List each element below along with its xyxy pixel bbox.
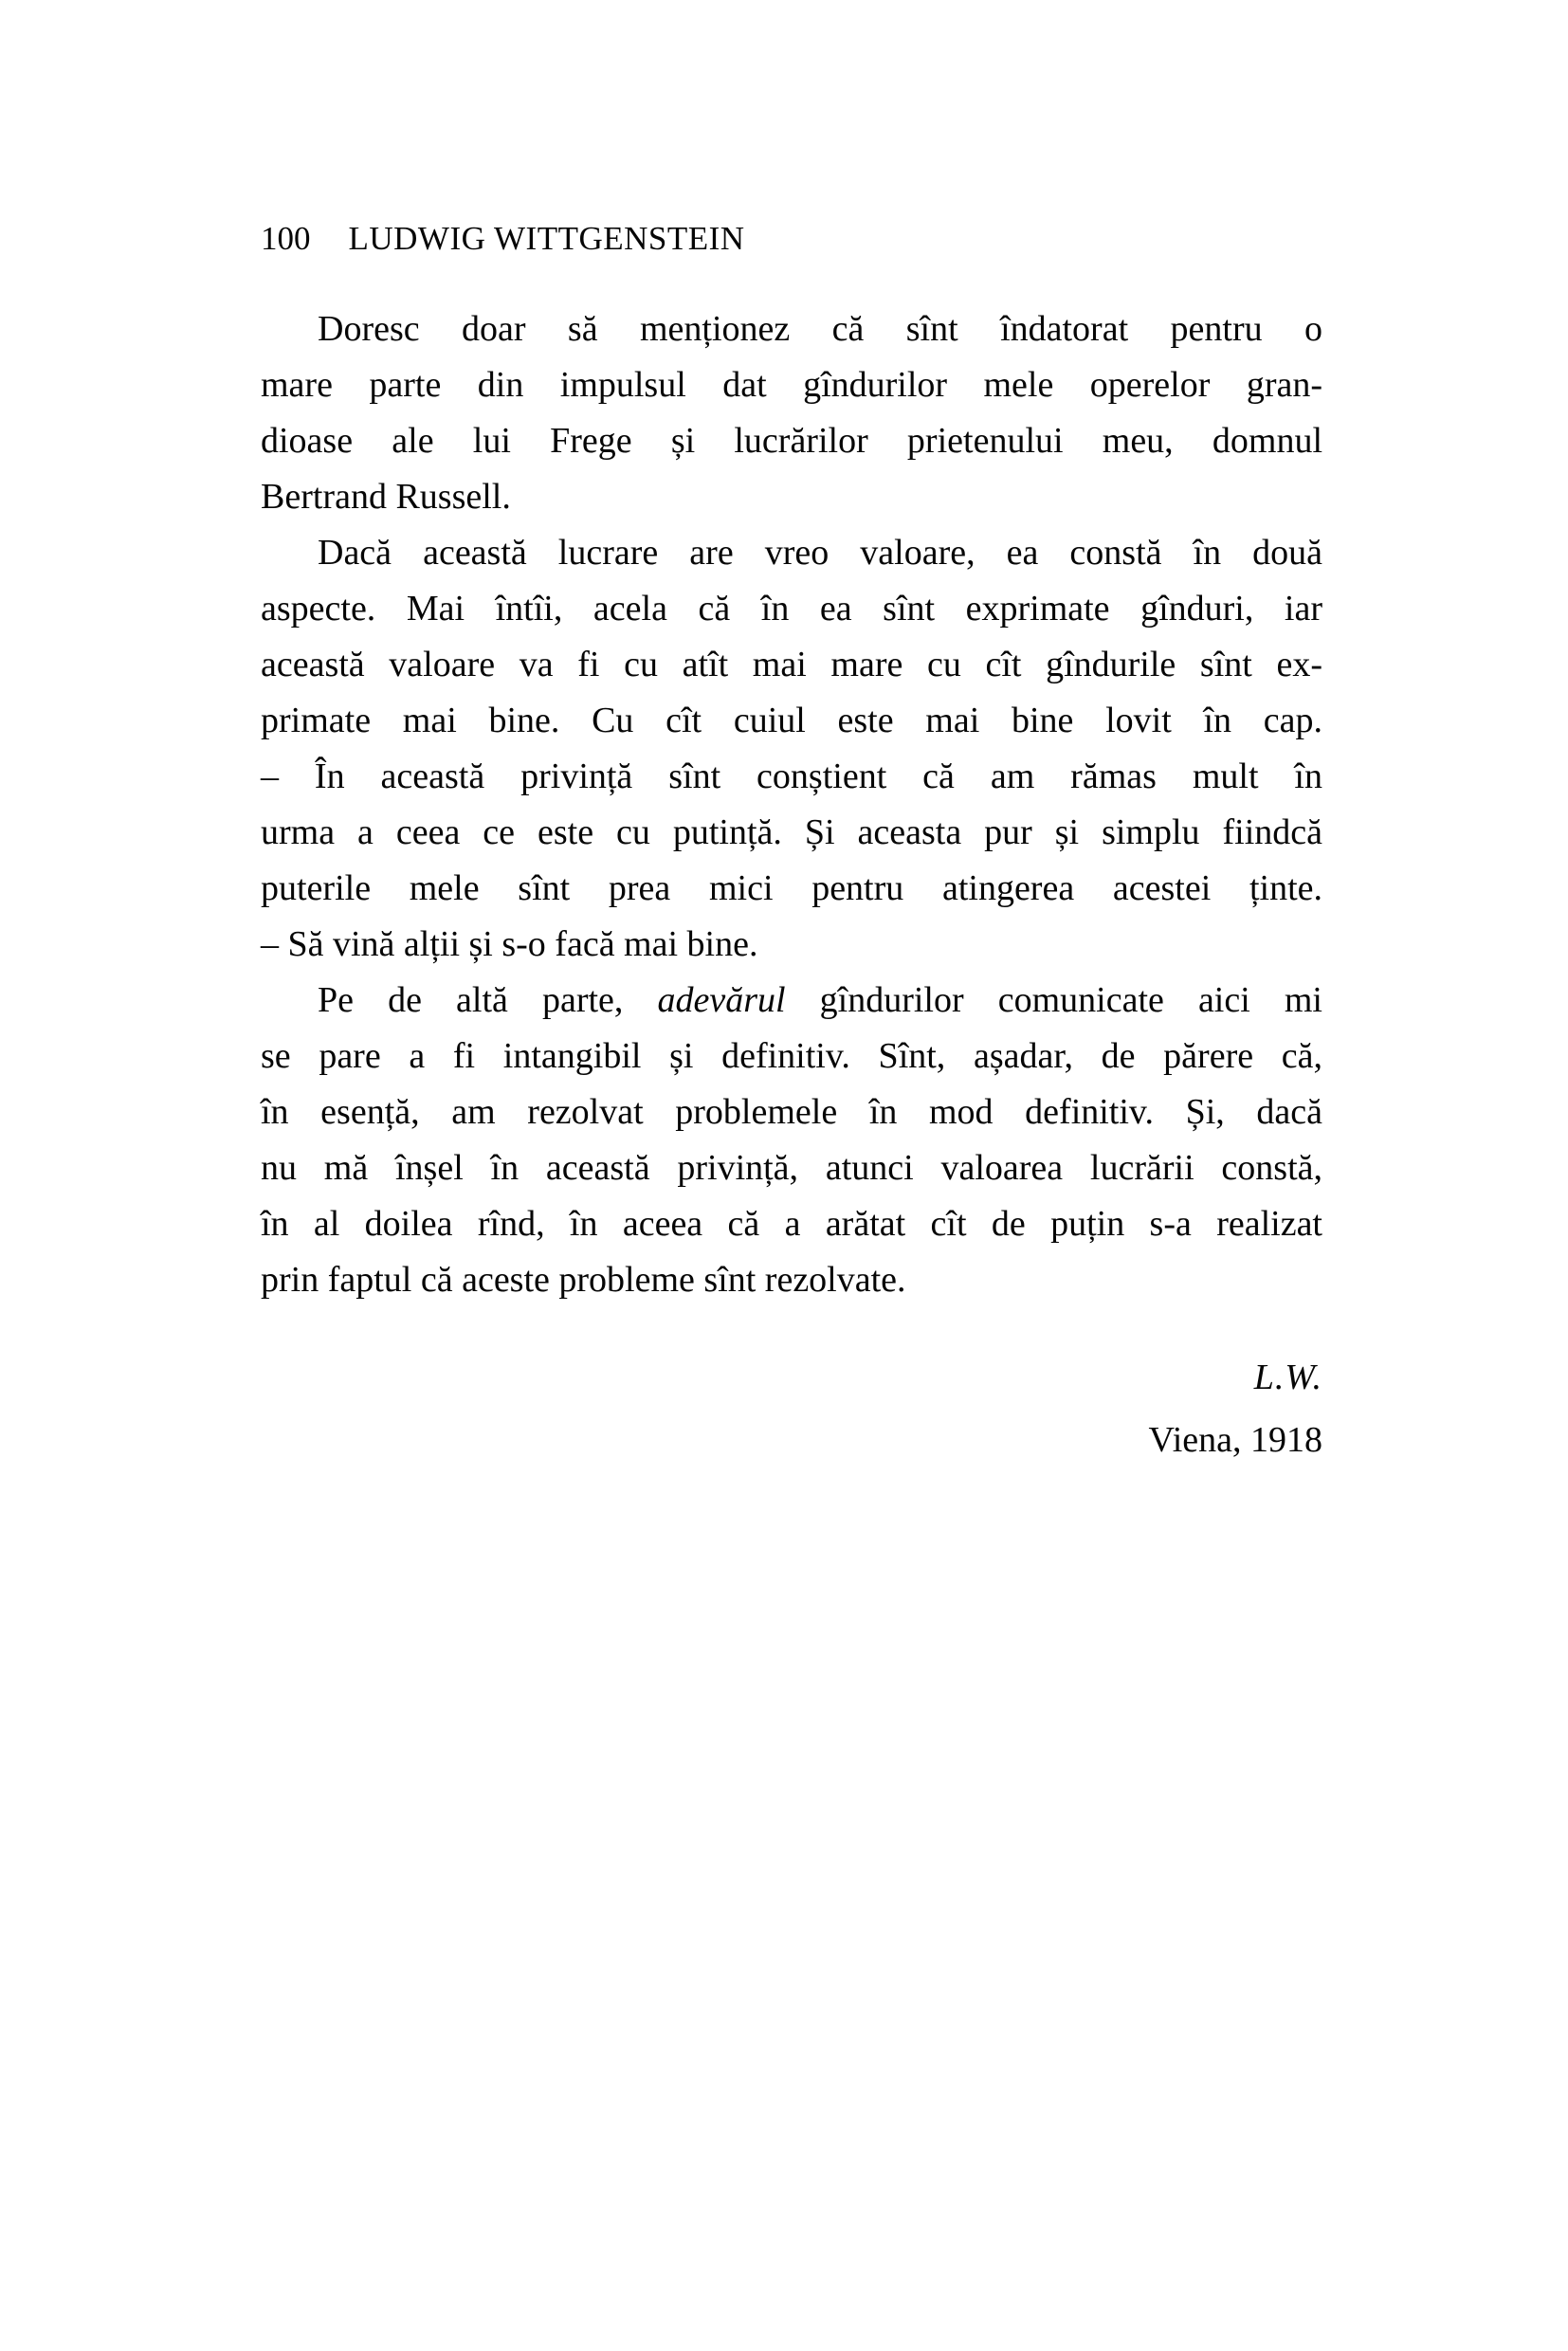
body-text: în esență, am rezolvat problemele în mod definitiv. Și, dacă xyxy=(261,1092,1322,1132)
text-line xyxy=(261,301,1322,357)
italic-text: adevărul xyxy=(657,980,786,1020)
body-text: această valoare va fi cu atît mai mare cu cît gîndurile sînt ex- xyxy=(261,645,1322,684)
text-line xyxy=(261,1196,1322,1252)
body-text: – Să vină alții și s-o facă mai bine. xyxy=(261,924,758,964)
body-text: gîndurilor comunicate aici mi xyxy=(785,980,1322,1020)
page-number: 100 xyxy=(261,220,311,257)
body-text: aspecte. Mai întîi, acela că în ea sînt exprimate gînduri, iar xyxy=(261,589,1322,629)
text-line xyxy=(261,1084,1322,1140)
text-line xyxy=(261,413,1322,469)
body-text: prin faptul că aceste probleme sînt rezolvate. xyxy=(261,1260,906,1300)
signature-initials: L.W. xyxy=(1253,1358,1322,1397)
body-text: dioase ale lui Frege și lucrărilor prietenului meu, domnul xyxy=(261,421,1322,461)
text-line xyxy=(261,917,1322,973)
signature-block xyxy=(261,1346,1322,1471)
body-text: puterile mele sînt prea mici pentru atingerea acestei ținte. xyxy=(261,868,1322,908)
text-line xyxy=(261,1140,1322,1196)
text-line xyxy=(261,1252,1322,1308)
paragraph xyxy=(261,301,1322,525)
body-text: urma a ceea ce este cu putință. Și aceasta pur și simplu fiindcă xyxy=(261,812,1322,852)
body-text: Dacă această lucrare are vreo valoare, ea constă în două xyxy=(318,533,1322,573)
body-text: Bertrand Russell. xyxy=(261,477,511,517)
body-text: mare parte din impulsul dat gîndurilor mele operelor gran- xyxy=(261,365,1322,405)
text-line xyxy=(261,637,1322,693)
text-line xyxy=(261,861,1322,917)
text-line xyxy=(261,693,1322,749)
body-text: nu mă înșel în această privință, atunci valoarea lucrării constă, xyxy=(261,1148,1322,1188)
text-line xyxy=(261,1029,1322,1084)
body-text: se pare a fi intangibil și definitiv. Sînt, așadar, de părere că, xyxy=(261,1036,1322,1076)
body-text: primate mai bine. Cu cît cuiul este mai bine lovit în cap. xyxy=(261,701,1322,740)
text-line xyxy=(261,749,1322,805)
body-text: în al doilea rînd, în aceea că a arătat cît de puțin s-a realizat xyxy=(261,1204,1322,1244)
running-header xyxy=(261,218,745,260)
text-line xyxy=(261,469,1322,525)
paragraph xyxy=(261,525,1322,973)
text-line xyxy=(261,357,1322,413)
body-text: Pe de altă parte, xyxy=(318,980,658,1020)
body-text: – În această privință sînt conștient că am rămas mult în xyxy=(261,756,1322,796)
text-block xyxy=(261,301,1322,1308)
text-line xyxy=(261,581,1322,637)
paragraph xyxy=(261,973,1322,1308)
text-line xyxy=(261,973,1322,1029)
body-text: Doresc doar să menționez că sînt îndatorat pentru o xyxy=(318,309,1322,349)
text-line xyxy=(261,805,1322,861)
running-title: LUDWIG WITTGENSTEIN xyxy=(348,220,745,257)
text-line xyxy=(261,525,1322,581)
signature-place-date: Viena, 1918 xyxy=(1148,1420,1322,1460)
